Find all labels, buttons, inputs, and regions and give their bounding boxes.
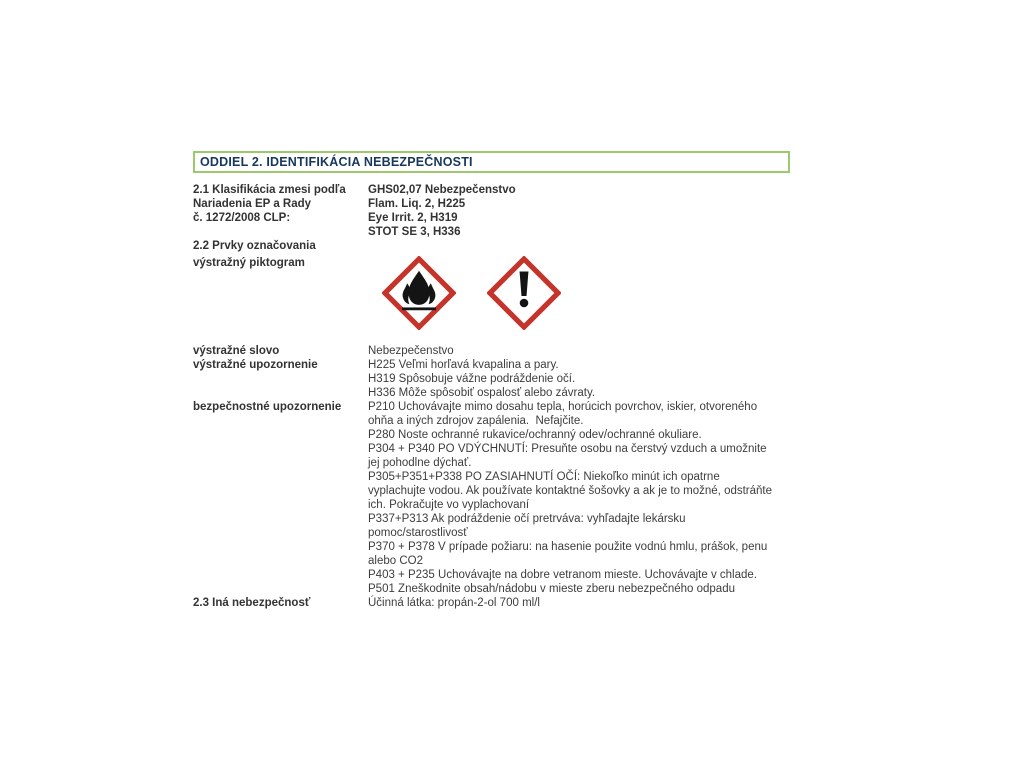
- hazard-statements-row: [193, 358, 790, 400]
- hazard-statement-line: H319 Spôsobuje vážne podráždenie očí.: [368, 373, 576, 385]
- classification-value-line: GHS02,07 Nebezpečenstvo: [368, 184, 516, 196]
- hazard-statement-line: H225 Veľmi horľavá kvapalina a pary.: [368, 359, 559, 371]
- precautionary-line: P501 Zneškodnite obsah/nádobu v mieste zberu nebezpečného odpadu: [368, 583, 735, 595]
- precautionary-line: P370 + P378 V prípade požiaru: na hasenie použite vodnú hmlu, prášok, penu: [368, 541, 768, 553]
- other-hazards-label: 2.3 Iná nebezpečnosť: [193, 597, 311, 609]
- hazard-statement-line: H336 Môže spôsobiť ospalosť alebo závraty.: [368, 387, 596, 399]
- hazard-statements-label: výstražné upozornenie: [193, 359, 318, 371]
- precautionary-line: alebo CO2: [368, 555, 423, 567]
- pictogram-row: [193, 256, 790, 330]
- ghs02-flame-icon: [382, 256, 456, 330]
- precautionary-statements-row: [193, 400, 790, 596]
- section-title: ODDIEL 2. IDENTIFIKÁCIA NEBEZPEČNOSTI: [193, 151, 790, 173]
- classification-label-line: č. 1272/2008 CLP:: [193, 212, 291, 224]
- hazard-statements: [368, 358, 790, 400]
- ghs07-exclamation-icon: [487, 256, 561, 330]
- labelling-heading: 2.2 Prvky označovania: [193, 240, 316, 252]
- precautionary-line: P304 + P340 PO VDÝCHNUTÍ: Presuňte osobu na čerstvý vzduch a umožnite: [368, 443, 767, 455]
- precautionary-line: ohňa a iných zdrojov zapálenia. Nefajčite.: [368, 415, 584, 427]
- precautionary-line: jej pohodlne dýchať.: [368, 457, 472, 469]
- classification-value-line: STOT SE 3, H336: [368, 226, 461, 238]
- classification-value: [368, 183, 790, 239]
- other-hazards-value: Účinná látka: propán-2-ol 700 ml/l: [368, 597, 540, 609]
- precautionary-line: P210 Uchovávajte mimo dosahu tepla, horúcich povrchov, iskier, otvoreného: [368, 401, 758, 413]
- signal-word-label: výstražné slovo: [193, 345, 280, 357]
- classification-label: [193, 183, 368, 225]
- precautionary-statements: [368, 400, 790, 596]
- precautionary-line: P280 Noste ochranné rukavice/ochranný odev/ochranné okuliare.: [368, 429, 702, 441]
- precautionary-line: P305+P351+P338 PO ZASIAHNUTÍ OČÍ: Niekoľko minút ich opatrne: [368, 471, 720, 483]
- precautionary-line: ich. Pokračujte vo vyplachovaní: [368, 499, 530, 511]
- precautionary-line: pomoc/starostlivosť: [368, 527, 468, 539]
- classification-label-line: Nariadenia EP a Rady: [193, 198, 312, 210]
- precautionary-statements-label: bezpečnostné upozornenie: [193, 401, 342, 413]
- precautionary-line: P337+P313 Ak podráždenie očí pretrváva: vyhľadajte lekársku: [368, 513, 686, 525]
- labelling-heading-row: [193, 239, 790, 253]
- precautionary-line: vyplachujte vodou. Ak používate kontaktné šošovky a ak je to možné, odstráňte: [368, 485, 773, 497]
- pictogram-label: výstražný piktogram: [193, 257, 305, 269]
- classification-row: [193, 183, 790, 239]
- pictogram-group: [368, 256, 790, 330]
- classification-label-line: 2.1 Klasifikácia zmesi podľa: [193, 184, 346, 196]
- classification-value-line: Flam. Liq. 2, H225: [368, 198, 466, 210]
- classification-value-line: Eye Irrit. 2, H319: [368, 212, 458, 224]
- precautionary-line: P403 + P235 Uchovávajte na dobre vetranom mieste. Uchovávajte v chlade.: [368, 569, 757, 581]
- signal-word-row: [193, 344, 790, 358]
- signal-word-value: Nebezpečenstvo: [368, 345, 454, 357]
- sds-section-2: [193, 151, 790, 610]
- other-hazards-row: [193, 596, 790, 610]
